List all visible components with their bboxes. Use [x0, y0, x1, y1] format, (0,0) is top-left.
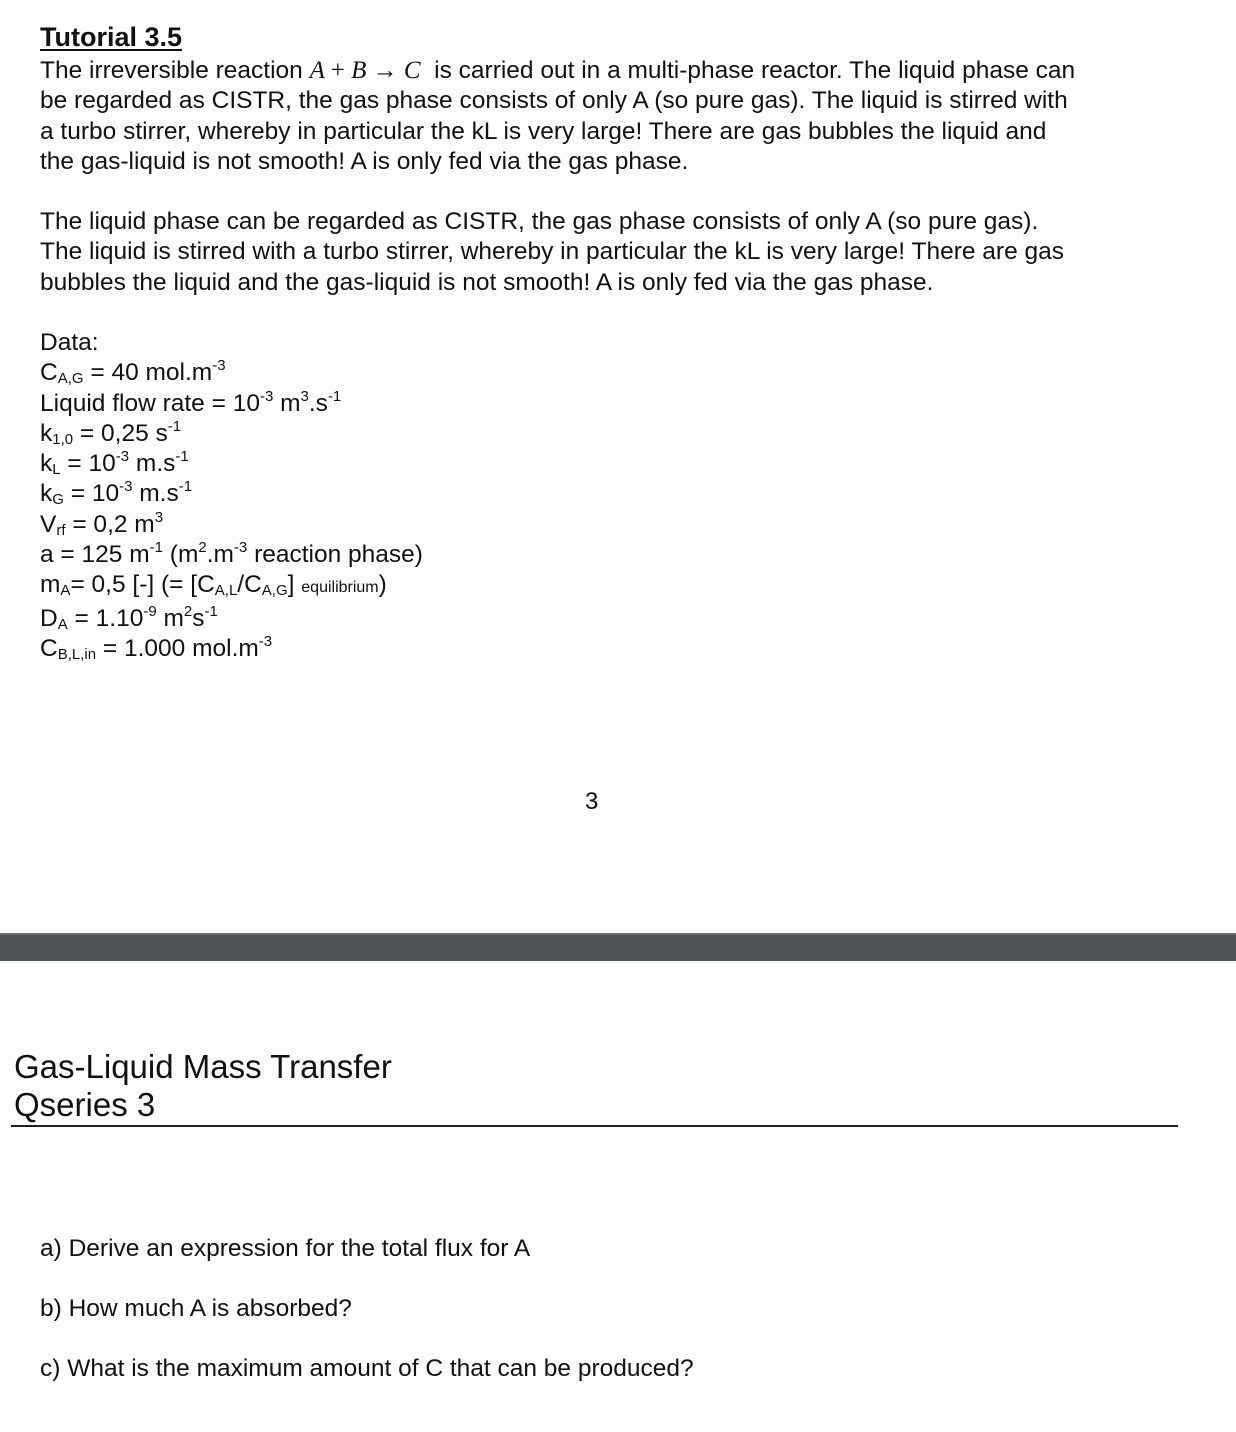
- repeat-line-2: The liquid is stirred with a turbo stirrer, whereby in particular the kL is very large! There are gas: [40, 238, 1064, 266]
- page-divider: [0, 935, 1236, 961]
- tutorial-title: Tutorial 3.5: [40, 22, 183, 52]
- reaction-equation: A + B → C: [309, 57, 421, 84]
- data-a: a = 125 $m^{-1}$ ($m^2.m^{-3}$ reaction phase): [40, 539, 423, 569]
- intro-line-2: be regarded as CISTR, the gas phase consists of only A (so pure gas). The liquid is stirred with: [40, 87, 1068, 115]
- slide-title: [14, 1048, 392, 1124]
- data-list: [40, 328, 423, 664]
- slide-title-rule: [11, 1125, 1178, 1127]
- data-header: Data:: [40, 329, 99, 356]
- data-ma: $m_A= 0,5$ [-] (= $[C_{A,L}/C_{A,G}]$ equilibrium): [40, 571, 387, 600]
- repeat-line-3: bubbles the liquid and the gas-liquid is not smooth! A is only fed via the gas phase.: [40, 268, 934, 296]
- intro-paragraph: [40, 56, 1180, 177]
- data-da: $D_A = 1.10^{-9}$ $m^2s^{-1}$: [40, 602, 218, 633]
- data-cbl: $C_{B,L,in} = 1.000$ $mol.m^{-3}$: [40, 632, 273, 663]
- slide-title-line-1: Gas-Liquid Mass Transfer: [14, 1048, 392, 1085]
- data-cag: $C_{A,G} = 40$ $mol.m^{-3}$: [40, 357, 226, 388]
- question-c: c) What is the maximum amount of C that can be produced?: [40, 1355, 694, 1382]
- repeat-line-1: The liquid phase can be regarded as CISTR, the gas phase consists of only A (so pure gas).: [40, 208, 1039, 235]
- intro-line-3: a turbo stirrer, whereby in particular the kL is very large! There are gas bubbles the liquid and: [40, 117, 1047, 145]
- data-liquid-flow-rate: Liquid flow rate = $10^{-3}$ $m^3.s^{-1}$: [40, 387, 342, 417]
- slide-title-line-2: Qseries 3: [14, 1086, 156, 1123]
- data-kl: $k_L = 10^{-3}$ $m.s^{-1}$: [40, 448, 189, 479]
- intro-line-4: the gas-liquid is not smooth! A is only fed via the gas phase.: [40, 147, 689, 175]
- data-k10: $k_{1,0} = 0,25$ $s^{-1}$: [40, 417, 182, 448]
- data-vrf: $V_{rf} = 0,2$ $m^3$: [40, 508, 164, 539]
- question-a: a) Derive an expression for the total flux for A: [40, 1235, 531, 1262]
- intro-line-1: The irreversible reaction A + B → C is carried out in a multi-phase reactor. The liquid phase can: [40, 57, 1076, 84]
- question-b: b) How much A is absorbed?: [40, 1295, 352, 1322]
- page-number: 3: [585, 788, 599, 815]
- repeat-paragraph: [40, 207, 1180, 298]
- data-kg: $k_G = 10^{-3}$ $m.s^{-1}$: [40, 478, 193, 509]
